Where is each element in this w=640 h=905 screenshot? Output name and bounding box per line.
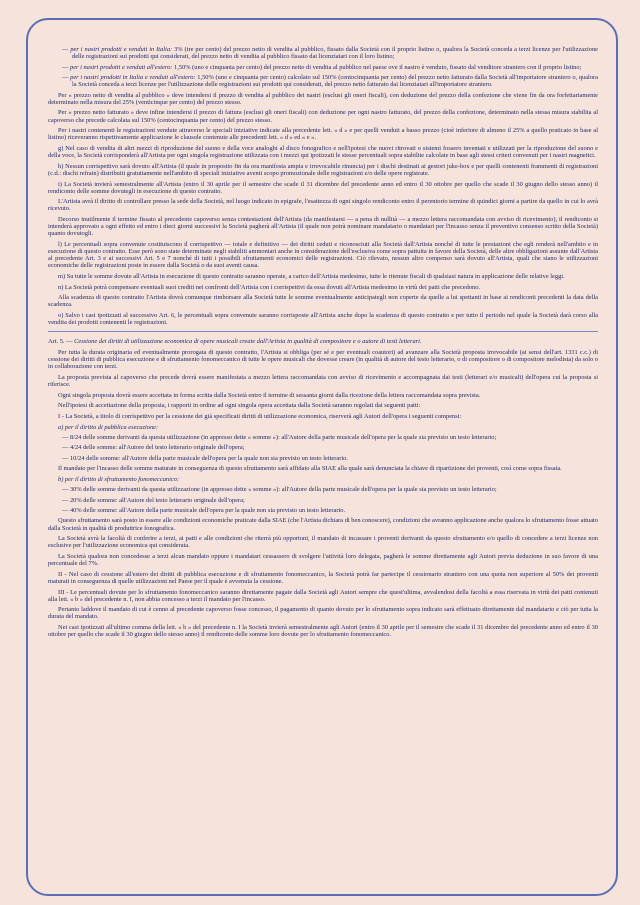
paragraph: Decorso inutilmente il termine fissato al precedente capoverso senza contestazioni dell'Artista (da manifestarsi — a pena di nullità — a mezzo lettera raccomandata con avviso di ricevimento), il rendiconto si intenderà approvato a ogni effetto ed entro i dieci giorni successivi la Società pagherà all'Artista (il quale non potrà nominare mandatario o mandatari per l'incasso senza il preventivo consenso scritto della Società) quanto dovutogli. xyxy=(48,216,598,238)
paragraph: m) Su tutte le somme dovute all'Artista in esecuzione di questo contratto saranno operate, a carico dell'Artista medesimo, tutte le ritenute fiscali di qualsiasi natura in applicazione delle relative leggi. xyxy=(58,272,565,280)
paragraph: o) Salvo i casi ipotizzati al successivo Art. 6, le percentuali sopra convenute saranno corrisposte all'Artista anche dopo la scadenza di questo contratto e per tutto il periodo nel quale la Società darà corso alla vendita dei prodotti contenenti le registrazioni. xyxy=(48,312,598,327)
list-item: — 8/24 delle somme derivanti da questa utilizzazione (in appresso dette « somme »): all'Autore della parte musicale dell'opera per la quale sia previsto un testo letterario; xyxy=(62,433,497,441)
paragraph: Per « prezzo netto fatturato » deve infine intendersi il prezzo di fattura (esclusi gli oneri fiscali) con deduzione per ogni nastro fatturato, del prezzo della confezione, determinato nella stessa misura stabilita al capoverso che precede calcolata sul 150% (centocinquanta per cento) del prezzo stesso. xyxy=(48,109,598,124)
section-paragraphs-a xyxy=(48,92,598,327)
paragraph: Per « prezzo netto di vendita al pubblico » deve intendersi il prezzo di vendita al pubblico dei nastri (esclusi gli oneri fiscali), con deduzione del prezzo della confezione che viene fin da ora forfettariamente determinato nella misura del 25% (venticinque per cento) del prezzo stesso. xyxy=(48,91,598,106)
paragraph: Questo sfruttamento sarà posto in essere alle condizioni economiche praticate dalla SIAE (che l'Artista dichiara di ben conoscere), condizioni che avranno applicazione anche qualora lo sfruttamento fosse attuato dalla Società in qualità di produttrice fonografica. xyxy=(48,517,598,532)
paragraph: l) Le percentuali sopra convenute costituiscono il corrispettivo — totale e definitivo — dei diritti ceduti e riconosciuti alla Società dall'Artista nonché di tutte le prestazioni che egli renderà nell'ambito e in esecuzione di questo contratto. Esse però sono state determinate negli stabiliti ammontari anche in considerazione dell'esclusiva come sopra pattuita in favore della Società, delle altre obbligazioni assunte dall'Artista al precedente Art. 3 e ai successivi Art. 5 e 7 nonché di tutti i possibili sfruttamenti economici delle registrazioni. Ciò rilevato, nessun altro compenso sarà dovuto all'Artista, quali che siano le utilizzazioni economiche delle registrazioni poste in essere dalla Società o da suoi aventi causa. xyxy=(48,240,598,270)
section-paragraphs-c xyxy=(48,517,598,638)
list-item: — 30% delle somme derivanti da questa utilizzazione (in appresso dette « somme »): all'Autore della parte musicale dell'opera per la quale sia previsto un testo letterario; xyxy=(62,486,497,494)
list-item: — 40% delle somme: all'Autore della parte musicale dell'opera per la quale non sia previsto un testo letterario. xyxy=(62,507,346,514)
paragraph: Nell'ipotesi di accettazione della proposta, i rapporti in ordine ad ogni singola opera accettata dalla Società saranno regolati dai seguenti patti: xyxy=(58,402,421,410)
paragraph: Pertanto laddove il mandato di cui è cenno al precedente capoverso fosse concesso, il pagamento di quanto dovuto per lo sfruttamento sopra indicato sarà effettuato direttamente dal mandatario e ciò per tutta la durata del mandato. xyxy=(48,606,598,621)
paragraph: g) Nel caso di vendita di altri mezzi di riproduzione del suono e della voce analoghi al disco fonografico e nell'ipotesi che nuovi ritrovati o sistemi fossero inventati e utilizzati per la riproduzione del suono e della voce, la Società corrisponderà all'Artista per ogni singola registrazione utilizzata con i mezzi qui ipotizzati le stesse percentuali sopra stabilite calcolate in base agli stessi criteri convenuti per i nastri magnetici. xyxy=(48,144,598,160)
paragraph: Alla scadenza di questo contratto l'Artista dovrà comunque rimborsare alla Società tutte le somme eventualmente anticipategli non coperte da quelle a lui spettanti in base ai rendiconti precedenti la data della scadenza. xyxy=(48,294,598,309)
paragraph: L'Artista avrà il diritto di controllare presso la sede della Società, nel luogo indicato in epigrafe, l'esattezza di ogni singolo rendiconto entro il perentorio termine di quindici giorni a partire da quello in cui lo avrà ricevuto. xyxy=(48,198,598,213)
paragraph: h) Nessun corrispettivo sarà dovuto all'Artista (il quale in proposito fin da ora manifesta ampia e irrevocabile rinuncia) per i dischi destinati ai gestori juke-box e per quelli contenenti frammenti di registrazioni (c.d.: dischi refrain) distribuiti gratuitamente nell'ambito di speciali iniziative aventi scopo promozionale delle registrazioni e/o delle opere registrate. xyxy=(48,162,598,177)
paragraph: n) La Società potrà compensare eventuali suoi crediti nei confronti dell'Artista con i corrispettivi da essa dovuti all'Artista medesimo in virtù dei patti che precedono. xyxy=(58,283,481,291)
paragraph: Ogni singola proposta dovrà essere accettata in forma scritta dalla Società entro il termine di sessanta giorni dalla ricezione della lettera raccomandata sopra prevista. xyxy=(58,391,481,399)
paragraph: Nei casi ipotizzati all'ultimo comma della lett. « b » del precedente n. I la Società invierà semestralmente agli Autori (entro il 30 aprile per il semestre che scade il 31 dicembre del precedente anno ed entro il 30 ottobre per quello che scade il 30 giugno dello stesso anno) il rendiconto delle somme loro dovute per lo sfruttamento fonomeccanico. xyxy=(48,624,598,639)
list-item: — 4/24 delle somme: all'Autore del testo letterario originale dell'opera; xyxy=(62,444,245,452)
paragraph: I - La Società, a titolo di corrispettivo per la cessione dei già specificati diritti di utilizzazione economica, riserverà agli Autori dell'opera i seguenti compensi: xyxy=(58,413,462,421)
paragraph: i) La Società invierà semestralmente all'Artista (entro il 30 aprile per il semestre che scade il 31 dicembre del precedente anno ed entro il 30 ottobre per quello che scade il 30 giugno dello stesso anno) il rendiconto delle somme dovutegli in esecuzione di questo contratto. xyxy=(48,180,598,195)
list-item: — per i nastri prodotti e venduti all'estero: 1,50% (uno e cinquanta per cento) del prezzo netto di vendita al pubblico nel paese ove il nastro è venduto, fissato dal venditore straniero con il proprio listino; xyxy=(62,63,582,71)
article-heading xyxy=(48,338,598,345)
paragraph: La proposta prevista al capoverso che precede dovrà essere manifestata a mezzo lettera raccomandata con avviso di ricevimento e accompagnata dai testi (letterari e/o musicali) dell'opera cui la proposta si riferisce. xyxy=(48,373,598,388)
list-item: — per i nastri prodotti in Italia e venduti all'estero: 1,50% (uno e cinquanta per cento) calcolato sul 150% (centocinquanta per cento) del prezzo netto fatturato dalla Società all'importatore straniero o, qualora la Società conceda a terzi licenze per l'utilizzazione delle registrazioni sui prodotti qui considerati, del prezzo netto fatturato dai licenziatari all'importatore straniero. xyxy=(62,74,598,89)
subheading-public-performance: a) per il diritto di pubblica esecuzione: xyxy=(58,423,159,431)
list-public-performance xyxy=(48,434,598,462)
list-item: — 20% delle somme: all'Autore del testo letterario originale dell'opera; xyxy=(62,496,245,504)
paragraph: Per tutta la durata originaria ed eventualmente prorogata di questo contratto, l'Artista si obbliga (per sé e per eventuali coautori) ad avanzare alla Società proposta irrevocabile (ai sensi dell'art. 1331 c.c.) di cessione dei diritti di pubblica esecuzione e di sfruttamento fonomeccanico di tutte le opere musicali che dovesse creare (in qualità di autore del testo letterario, o di compositore o di compositore melodista) da solo o in collaborazione con terzi. xyxy=(48,348,598,371)
article-title: Cessione dei diritti di utilizzazione economica di opere musicali create dall'Artista in qualità di compositore e o autore di testi letterari. xyxy=(72,338,422,346)
contract-page xyxy=(48,46,598,642)
paragraph: La Società avrà la facoltà di conferire a terzi, ai patti e alle condizioni che riterrà più opportuni, il mandato di incassare i proventi derivanti da questo sfruttamento e/o quello di concedere a terzi licenze non esclusive per l'utilizzazione economica qui considerata. xyxy=(48,535,598,550)
paragraph: Per i nastri contenenti le registrazioni vendute attraverso le speciali iniziative indicate alla precedente lett. « d » e per quelli venduti a basso prezzo (cioè inferiore di almeno il 25% a quello praticato in base al listino) riceveranno rispettivamente applicazione le clausole contenute alle precedenti lett. « d » ed « e ». xyxy=(48,127,598,142)
top-bullet-list xyxy=(48,46,598,88)
subheading-mechanical-rights: b) per il diritto di sfruttamento fonomeccanico: xyxy=(58,475,180,483)
section-divider xyxy=(48,331,598,332)
section-paragraphs-b xyxy=(48,349,598,420)
list-mechanical-rights xyxy=(48,486,598,514)
paragraph: III - Le percentuali dovute per lo sfruttamento fonomeccanico saranno direttamente pagate dalla Società agli Autori sempre che quest'ultima, avvalendosi della facoltà a essa riservata in virtù dei patti contenuti alla lett. « b » del precedente n. I, non abbia concesso a terzi il mandato per l'incasso. xyxy=(48,588,598,603)
paragraph: Il mandato per l'incasso delle somme maturate in conseguenza di questo sfruttamento sarà affidato alla SIAE alla quale sarà denunciata la chiave di ripartizione dei proventi, così come sopra fissata. xyxy=(58,465,562,473)
article-label: Art. 5. — xyxy=(48,338,73,346)
list-item: — 10/24 delle somme: all'Autore della parte musicale dell'opera per la quale non sia previsto un testo letterario. xyxy=(62,454,348,462)
paragraph: La Società qualora non concedesse a terzi alcun mandato oppure i mandatari cessassero di svolgere l'attività loro delegata, pagherà le somme direttamente agli Autori previa deduzione in suo favore di una percentuale del 7%. xyxy=(48,553,598,568)
list-item: — per i nastri prodotti e venduti in Italia: 3% (tre per cento) del prezzo netto di vendita al pubblico, fissato dalla Società con il proprio listino o, qualora la Società conceda a terzi licenze per l'utilizzazione delle registrazioni sui prodotti qui considerati, del prezzo netto di vendita al pubblico fissato dai licenziatari con il loro listino; xyxy=(62,46,598,61)
paragraph: II - Nel caso di cessione all'estero dei diritti di pubblica esecuzione e di sfruttamento fonomeccanico, la Società potrà far partecipe il cessionario straniero con una quota non superiore al 50% dei proventi maturati in conseguenza di quelle utilizzazioni nel Paese per il quale è avvenuta la cessione. xyxy=(48,570,598,585)
